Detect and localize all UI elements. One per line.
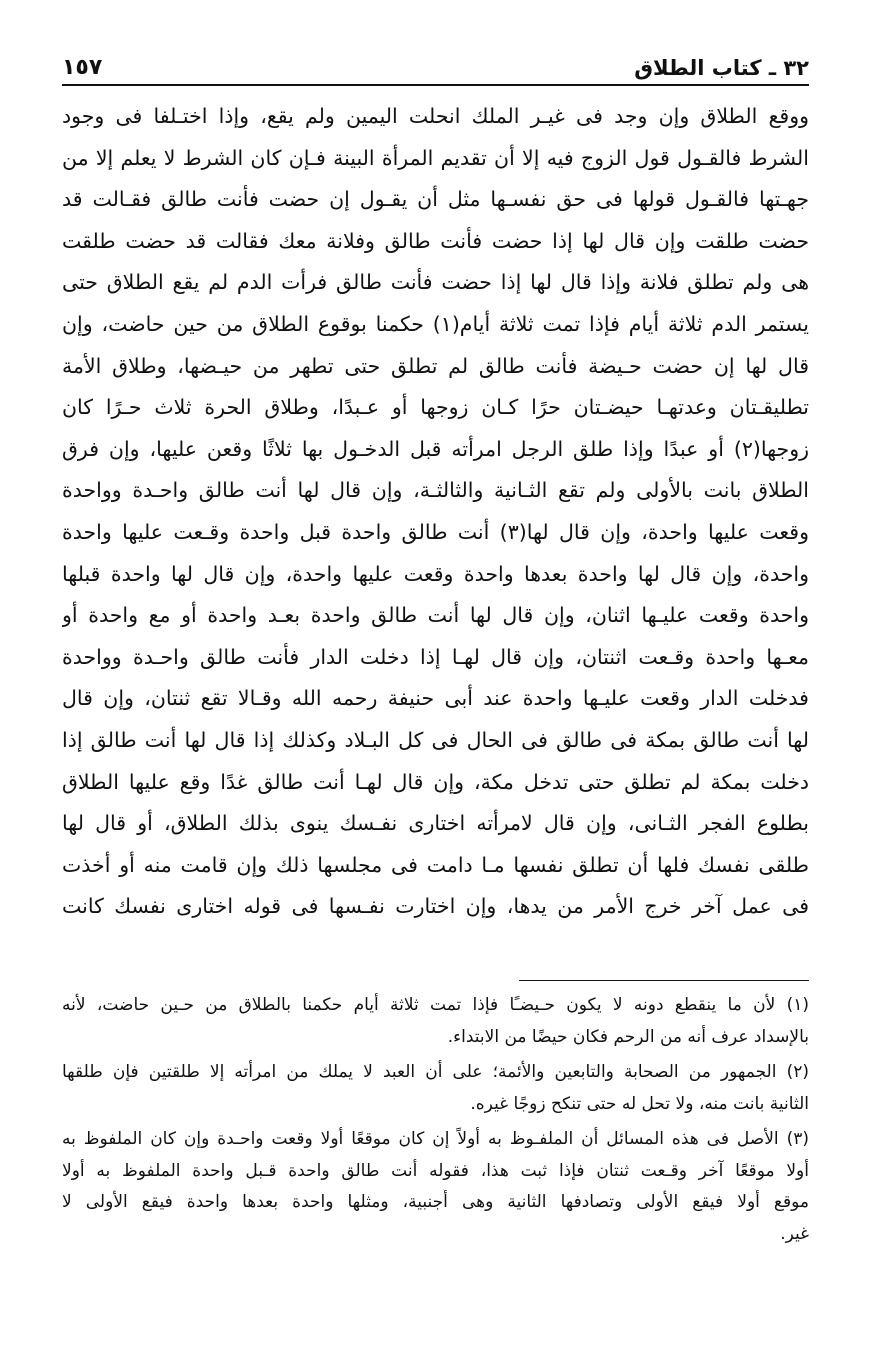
footnote-line: الثانية بانت منه، ولا تحل له حتى تنكح زوجًا غيره. [470, 1093, 809, 1114]
main-text [62, 96, 809, 928]
text-line: فدخلت الدار وقعت عليـها واحدة عند أبى حنيفة رحمه الله وقـالا تقع ثنتان، وإن قال [62, 686, 809, 711]
text-line: معـها واحدة وقـعت اثنتان، وإن قال لهـا إذا دخلت الدار فأنت طالق واحـدة وواحدة [62, 644, 809, 669]
footnote-line: (١) لأن ما ينقطع دونه لا يكون حـيضـًا فإذا تمت ثلاثة أيام حكمنا بالطلاق من حـين حاضت، لأنه [62, 995, 809, 1015]
footnote-2 [62, 1057, 809, 1120]
text-line: طلقى نفسك فلها أن تطلق نفسها مـا دامت فى مجلسها ذلك وإن قامت منه أو أخذت [62, 852, 809, 877]
text-line: تطليقـتان وعدتهـا حيضـتان حرًا كـان زوجها أو عـبدًا، وطلاق الحرة ثلاث حـرًا كان [62, 395, 809, 420]
text-line: الشرط فالقـول قول الزوج فيه إلا أن تقديم المرأة البينة فـإن كان الشرط لا يعلم إلا من [62, 145, 809, 170]
footnote-line: (٢) الجمهور من الصحابة والتابعين والأئمة؛ على أن العبد لا يملك من امرأته إلا طلقتين فإن طلقها [62, 1062, 809, 1082]
footnote-1 [62, 990, 809, 1053]
text-line: بطلوع الفجر الثـانى، وإن قال لامرأته اختارى نفـسك ينوى بذلك الطلاق، أو قال لها [62, 811, 809, 836]
text-line: قال لها إن حضت حـيضة فأنت طالق لم تطلق حتى تطهر من حيـضها، وطلاق الأمة [62, 353, 809, 378]
footnote-line: بالإسداد عرف أنه من الرحم فكان حيضًا من الابتداء. [447, 1026, 809, 1047]
text-line: وقعت عليها واحدة، وإن قال لها(٣) أنت طالق واحدة قبل واحدة وقـعت عليها واحدة [62, 519, 809, 544]
footnote-line: غير. [780, 1223, 809, 1244]
text-line: جهـتها فالقـول قولها فى حق نفسـها مثل أن يقـول إن حضت فأنت طالق فقـالت قد [62, 187, 809, 212]
running-header [62, 40, 809, 80]
footnote-line: موقع أولا فيقع الأولى وتصادفها الثانية وهى أجنبية، ومثلها واحدة بعدها واحدة فيقع الأولى لا [62, 1192, 809, 1212]
footnotes [62, 990, 809, 1250]
footnote-divider [519, 980, 809, 981]
footnote-3 [62, 1124, 809, 1250]
page-number: ١٥٧ [62, 55, 103, 80]
text-line: يستمر الدم ثلاثة أيام فإذا تمت ثلاثة أيام(١) حكمنا بوقوع الطلاق من حين حاضت، وإن [62, 311, 809, 336]
header-divider [62, 84, 809, 86]
footnote-line: (٣) الأصل فى هذه المسائل أن الملفـوظ به أولاً إن كان موقعًا أولا وقعت واحـدة وإن كان الملفوظ به [62, 1129, 809, 1149]
text-line: زوجها(٢) أو عبدًا وإذا طلق الرجل امرأته قبل الدخـول بها ثلاثًا وقعن عليها، وإن فرق [62, 436, 809, 461]
text-line: حضت طلقت وإن قال لها إذا حضت فأنت طالق وفلانة معك فقالت قد حضت طلقت [62, 228, 809, 253]
text-line: دخلت بمكة لم تطلق حتى تدخل مكة، وإن قال لهـا أنت طالق غدًا وقع عليها الطلاق [62, 769, 809, 794]
text-line: واحدة، وإن قال لها واحدة بعدها واحدة وقعت عليها واحدة، وإن قال لها واحدة قبلها [62, 561, 809, 586]
text-line: ووقع الطلاق وإن وجد فى غيـر الملك انحلت اليمين ولم يقع، وإذا اختـلفا فى وجود [62, 104, 809, 128]
chapter-title: ٣٢ ـ كتاب الطلاق [634, 56, 809, 80]
text-line: هى ولم تطلق فلانة وإذا قال لها إذا حضت فأنت طالق فرأت الدم لم يقع الطلاق حتى [62, 270, 809, 295]
text-line: واحدة وقعت عليـها اثنان، وإن قال لها أنت طالق واحدة بعـد واحدة أو مع واحدة أو [62, 603, 809, 628]
text-line: الطلاق بانت بالأولى ولم تقع الثـانية والثالثـة، وإن قال لها أنت طالق واحـدة وواحدة [62, 478, 809, 503]
footnote-line: أولا موقعًا آخر وقـعت ثنتان فإذا ثبت هذا، فقوله أنت طالق واحدة قـبل واحدة الملفوظ به أولا [62, 1160, 809, 1181]
text-line: فى عمل آخر خرج الأمر من يدها، وإن اختارت نفـسها فى قوله اختارى نفسك كانت [62, 894, 809, 919]
text-line: لها أنت طالق بمكة فى طالق فى الحال فى كل البـلاد وكذلك إذا قال لها أنت طالق إذا [62, 727, 809, 752]
